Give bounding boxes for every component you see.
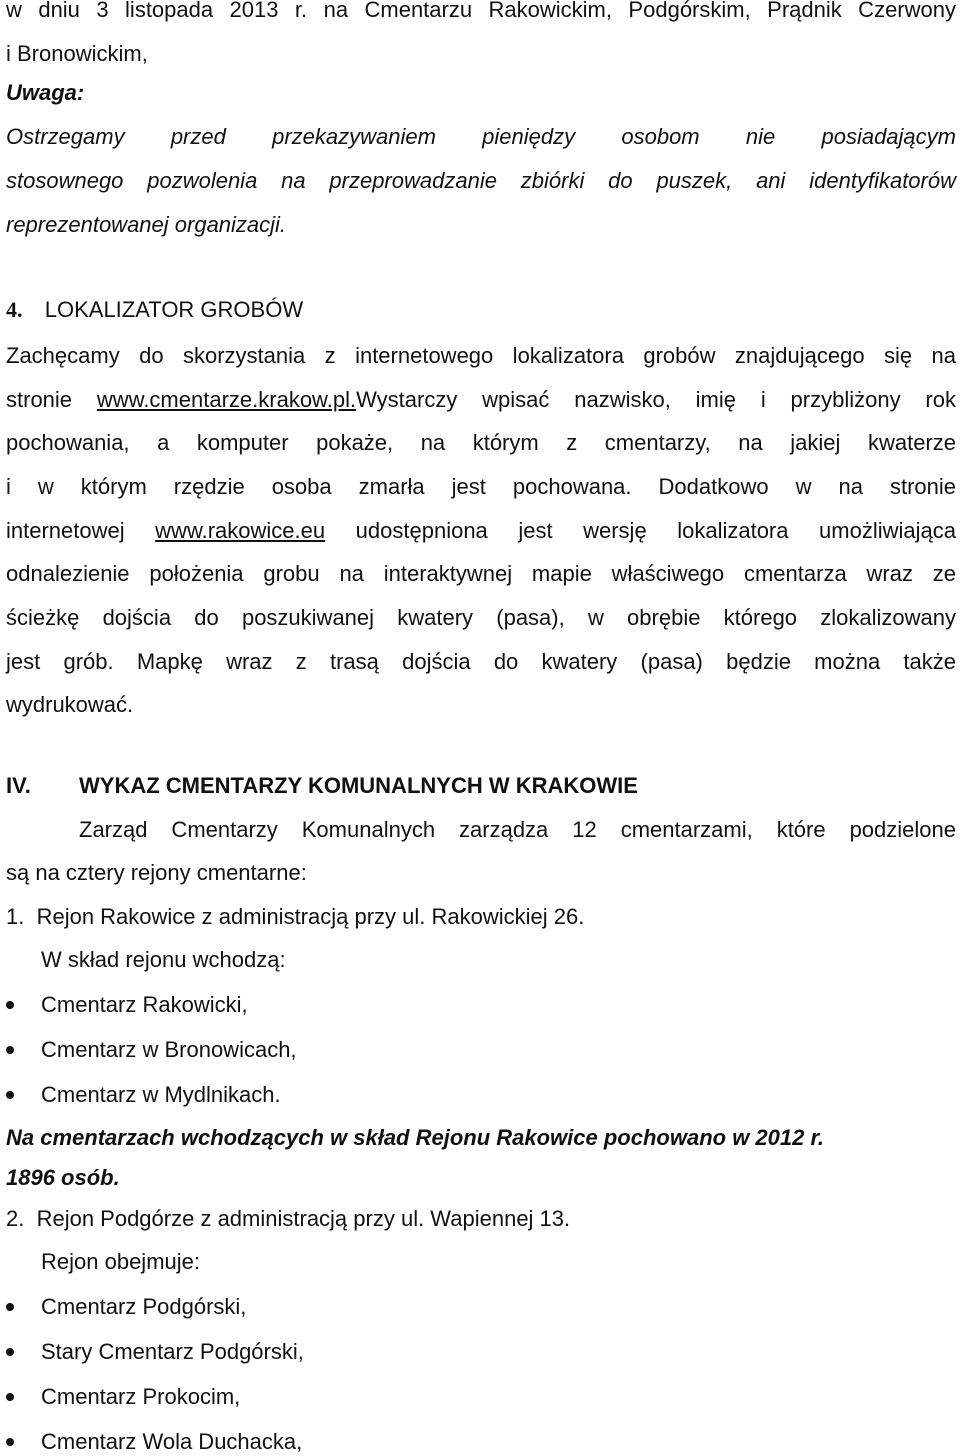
paragraph-line: jest grób. Mapkę wraz z trasą dojścia do kwatery (pasa) będzie można także [6, 649, 956, 674]
bullet-icon [6, 1438, 14, 1446]
paragraph-line: wydrukować. [6, 692, 134, 717]
region-subheading: Rejon obejmuje: [41, 1249, 200, 1274]
warning-label: Uwaga: [6, 80, 85, 105]
list-item-label: Cmentarz w Mydlnikach. [41, 1082, 281, 1107]
list-item-label: Cmentarz w Bronowicach, [41, 1037, 297, 1062]
bullet-icon [6, 1393, 14, 1401]
bullet-icon [6, 1303, 14, 1311]
warning-text: reprezentowanej organizacji. [6, 212, 287, 237]
paragraph-line: i w którym rzędzie osoba zmarła jest pochowana. Dodatkowo w na stronie [6, 474, 956, 499]
list-item-label: Cmentarz Podgórski, [41, 1294, 247, 1319]
bullet-icon [6, 1348, 14, 1356]
paragraph-fragment: udostępniona jest wersję lokalizatora umożliwiająca [325, 518, 956, 543]
text-line: w dniu 3 listopada 2013 r. na Cmentarzu Rakowickim, Podgórskim, Prądnik Czerwony [6, 0, 956, 22]
text-line: i Bronowickim, [6, 41, 148, 66]
cmentarze-krakow-link[interactable]: www.cmentarze.krakow.pl. [96, 387, 357, 412]
paragraph-line: ścieżkę dojścia do poszukiwanej kwatery (pasa), w obrębie którego zlokalizowany [6, 605, 956, 630]
intro-line: Zarząd Cmentarzy Komunalnych zarządza 12 cmentarzami, które podzielone [79, 817, 956, 842]
warning-text: Ostrzegamy przed przekazywaniem pieniędzy osobom nie posiadającym [6, 124, 956, 149]
list-item-label: Stary Cmentarz Podgórski, [41, 1339, 304, 1364]
section-number: 4. [6, 297, 23, 322]
list-item-label: Cmentarz Prokocim, [41, 1384, 241, 1409]
note-line: 1896 osób. [6, 1165, 120, 1190]
warning-text: stosownego pozwolenia na przeprowadzanie zbiórki do puszek, ani identyfikatorów [6, 168, 956, 193]
region-heading: 2. Rejon Podgórze z administracją przy ul. Wapiennej 13. [6, 1206, 571, 1231]
section-heading [6, 297, 956, 323]
section-title: WYKAZ CMENTARZY KOMUNALNYCH W KRAKOWIE [79, 773, 638, 798]
section-title: LOKALIZATOR GROBÓW [44, 297, 304, 322]
bullet-icon [6, 1046, 14, 1054]
bullet-icon [6, 1091, 14, 1099]
note-line: Na cmentarzach wchodzących w skład Rejonu Rakowice pochowano w 2012 r. [6, 1125, 824, 1150]
bullet-icon [6, 1001, 14, 1009]
paragraph-line: odnalezienie położenia grobu na interaktywnej mapie właściwego cmentarza wraz ze [6, 561, 956, 586]
paragraph-line [6, 387, 956, 413]
rakowice-link[interactable]: www.rakowice.eu [155, 518, 326, 543]
paragraph-fragment: internetowej [6, 518, 156, 543]
paragraph-fragment: Wystarczy wpisać nazwisko, imię i przybliżony rok [356, 387, 956, 412]
region-subheading: W skład rejonu wchodzą: [41, 947, 286, 972]
list-item-label: Cmentarz Rakowicki, [41, 992, 248, 1017]
paragraph-line [6, 518, 956, 544]
paragraph-line: pochowania, a komputer pokaże, na którym z cmentarzy, na jakiej kwaterze [6, 430, 956, 455]
section-numeral: IV. [6, 773, 31, 798]
section-heading [6, 773, 956, 799]
paragraph-line: Zachęcamy do skorzystania z internetowego lokalizatora grobów znajdującego się na [6, 343, 956, 368]
region-heading: 1. Rejon Rakowice z administracją przy ul. Rakowickiej 26. [6, 904, 585, 929]
intro-line: są na cztery rejony cmentarne: [6, 860, 307, 885]
list-item-label: Cmentarz Wola Duchacka, [41, 1429, 303, 1454]
paragraph-fragment: stronie [6, 387, 97, 412]
